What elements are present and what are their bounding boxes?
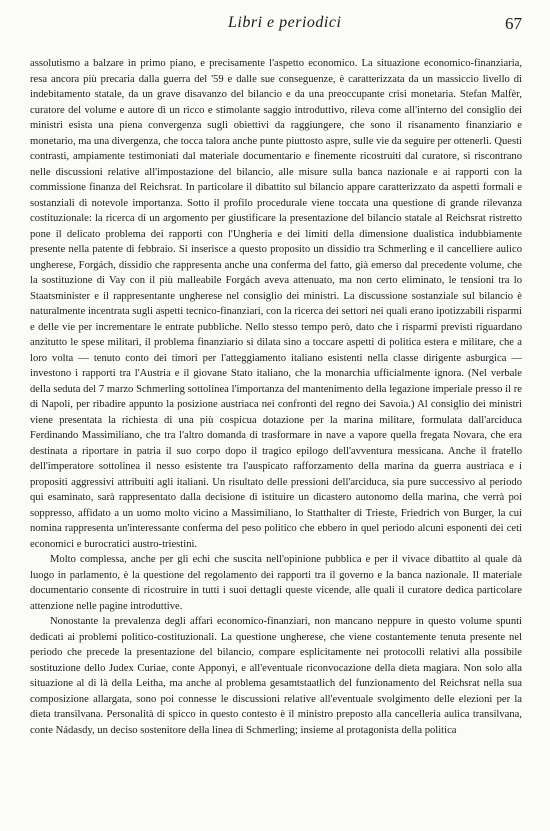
paragraph-2: Molto complessa, anche per gli echi che suscita nell'opinione pubblica e per il vivace dibattito al quale dà luogo in parlamento, è la questione del regolamento dei rapporti tra il governo e la banca nazionale. Il materiale documentario consente di ricostruire in tutti i suoi dettagli queste vicende, alle quali il curatore dedica particolare attenzione nelle pagine introduttive. (30, 554, 522, 612)
paragraph-1: assolutismo a balzare in primo piano, e precisamente l'aspetto economico. La situazione economico-finanziaria, resa ancora più precaria dalla guerra del '59 e dalle sue conseguenze, è caratterizzata da un massiccio livello di indebitamento statale, da un grave disavanzo del bilancio e da una preoccupante crisi monetaria. Stefan Malfèr, curatore del volume e autore di un ricco e stimolante saggio introduttivo, rileva come all'interno del consiglio dei ministri esista una piena convergenza sugli obiettivi da raggiungere, che sono il risanamento finanziario e monetario, ma una divergenza, che tocca talora anche punte piuttosto aspre, sulle vie da seguire per ottenerli. Questi contrasti, ampiamente testimoniati dal materiale documentario e finemente ricostruiti dal curatore, si riscontrano nelle discussioni relative all'impostazione del bilancio, alle misure sulla banca nazionale e ai rapporti con la commissione finanza del Reichsrat. In particolare il dibattito sul bilancio appare caratterizzato da aspetti formali e sostanziali di notevole importanza. Sotto il profilo procedurale viene toccata una questione di grande rilevanza costituzionale: la ricerca di un argomento per giustificare la presentazione del bilancio statale al Reichsrat ristretto pone il delicato problema dei rapporti con l'Ungheria e dei limiti della dimensione dualistica indubbiamente presente nella patente di febbraio. Si inserisce a questo proposito un dissidio tra Schmerling e il cancelliere aulico ungherese, Forgách, dissidio che rappresenta anche una conferma del fatto, già emerso dal precedente volume, che la sostituzione di Vay con il più malleabile Forgách aveva attenuato, ma non certo eliminato, le tensioni tra lo Staatsminister e il rappresentante ungherese nel consiglio dei ministri. La discussione sostanziale sul bilancio è naturalmente incentrata sugli aspetti tecnico-finanziari, con la ricerca dei settori nei quali erano ipotizzabili risparmi e delle vie per incrementare le entrate pubbliche. Nello stesso tempo però, dato che i risparmi previsti riguardano anzitutto le spese militari, il problema finanziario si dilata sino a toccare aspetti di politica estera e militare, che a loro volta — tenuto conto dei timori per l'atteggiamento italiano esistenti nella classe dirigente asburgica — investono i rapporti tra l'Austria e il giovane Stato italiano, che la monarchia ufficialmente ignora. (Nel verbale della seduta del 7 marzo Schmerling sottolinea l'importanza del mantenimento della legazione imperiale presso il re di Napoli, per ribadire appunto la posizione austriaca nei confronti del regno dei Savoia.) Al consiglio dei ministri viene presentata la richiesta di una più cospicua dotazione per la marina militare, formulata dall'arciduca Ferdinando Massimiliano, che tra l'altro domanda di trasformare in nave a vapore quella fregata Novara, che era destinata a riportare in patria il suo corpo dopo il tragico epilogo dell'avventura messicana. Anche il fratello dell'imperatore sottolinea il nesso esistente tra l'auspicato rafforzamento della marina da guerra austriaca e i propositi aggressivi attribuiti agli italiani. Un risultato delle pressioni dell'arciduca, sia pure successivo al periodo qui esaminato, sarà rappresentato dalla decisione di istituire un dicastero autonomo della marina, che verrà poi soppresso, affidato a un uomo molto vicino a Massimiliano, lo Statthalter di Trieste, Friedrich von Burger, la cui nomina rappresenta un'interessante conferma del peso politico che ebbero in quel periodo alcuni esponenti dei ceti economici e burocratici austro-triestini. (30, 58, 522, 550)
page-header (30, 14, 522, 40)
running-title: Libri e periodici (228, 14, 342, 31)
paragraph-3: Nonostante la prevalenza degli affari economico-finanziari, non mancano neppure in questo volume spunti dedicati ai problemi politico-costituzionali. La questione ungherese, che viene costantemente tenuta presente nel periodo che precede la presentazione del bilancio, compare esplicitamente nei protocolli relativi alla possibile sostituzione dello Judex Curiae, conte Apponyi, e all'eventuale riconvocazione della dieta magiara. Non solo alla situazione al di là della Leitha, ma anche al problema gesamtstaatlich del funzionamento del Reichsrat nella sua composizione allargata, sono poi connesse le discussioni relative all'eventuale svolgimento delle elezioni per la dieta transilvana. Personalità di spicco in questo contesto è il ministro preposto alla cancelleria aulica transilvana, conte Nádasdy, un deciso sostenitore della linea di Schmerling; insieme al protagonista della politica (30, 616, 522, 736)
body-text (30, 56, 522, 738)
page-number: 67 (505, 14, 522, 33)
